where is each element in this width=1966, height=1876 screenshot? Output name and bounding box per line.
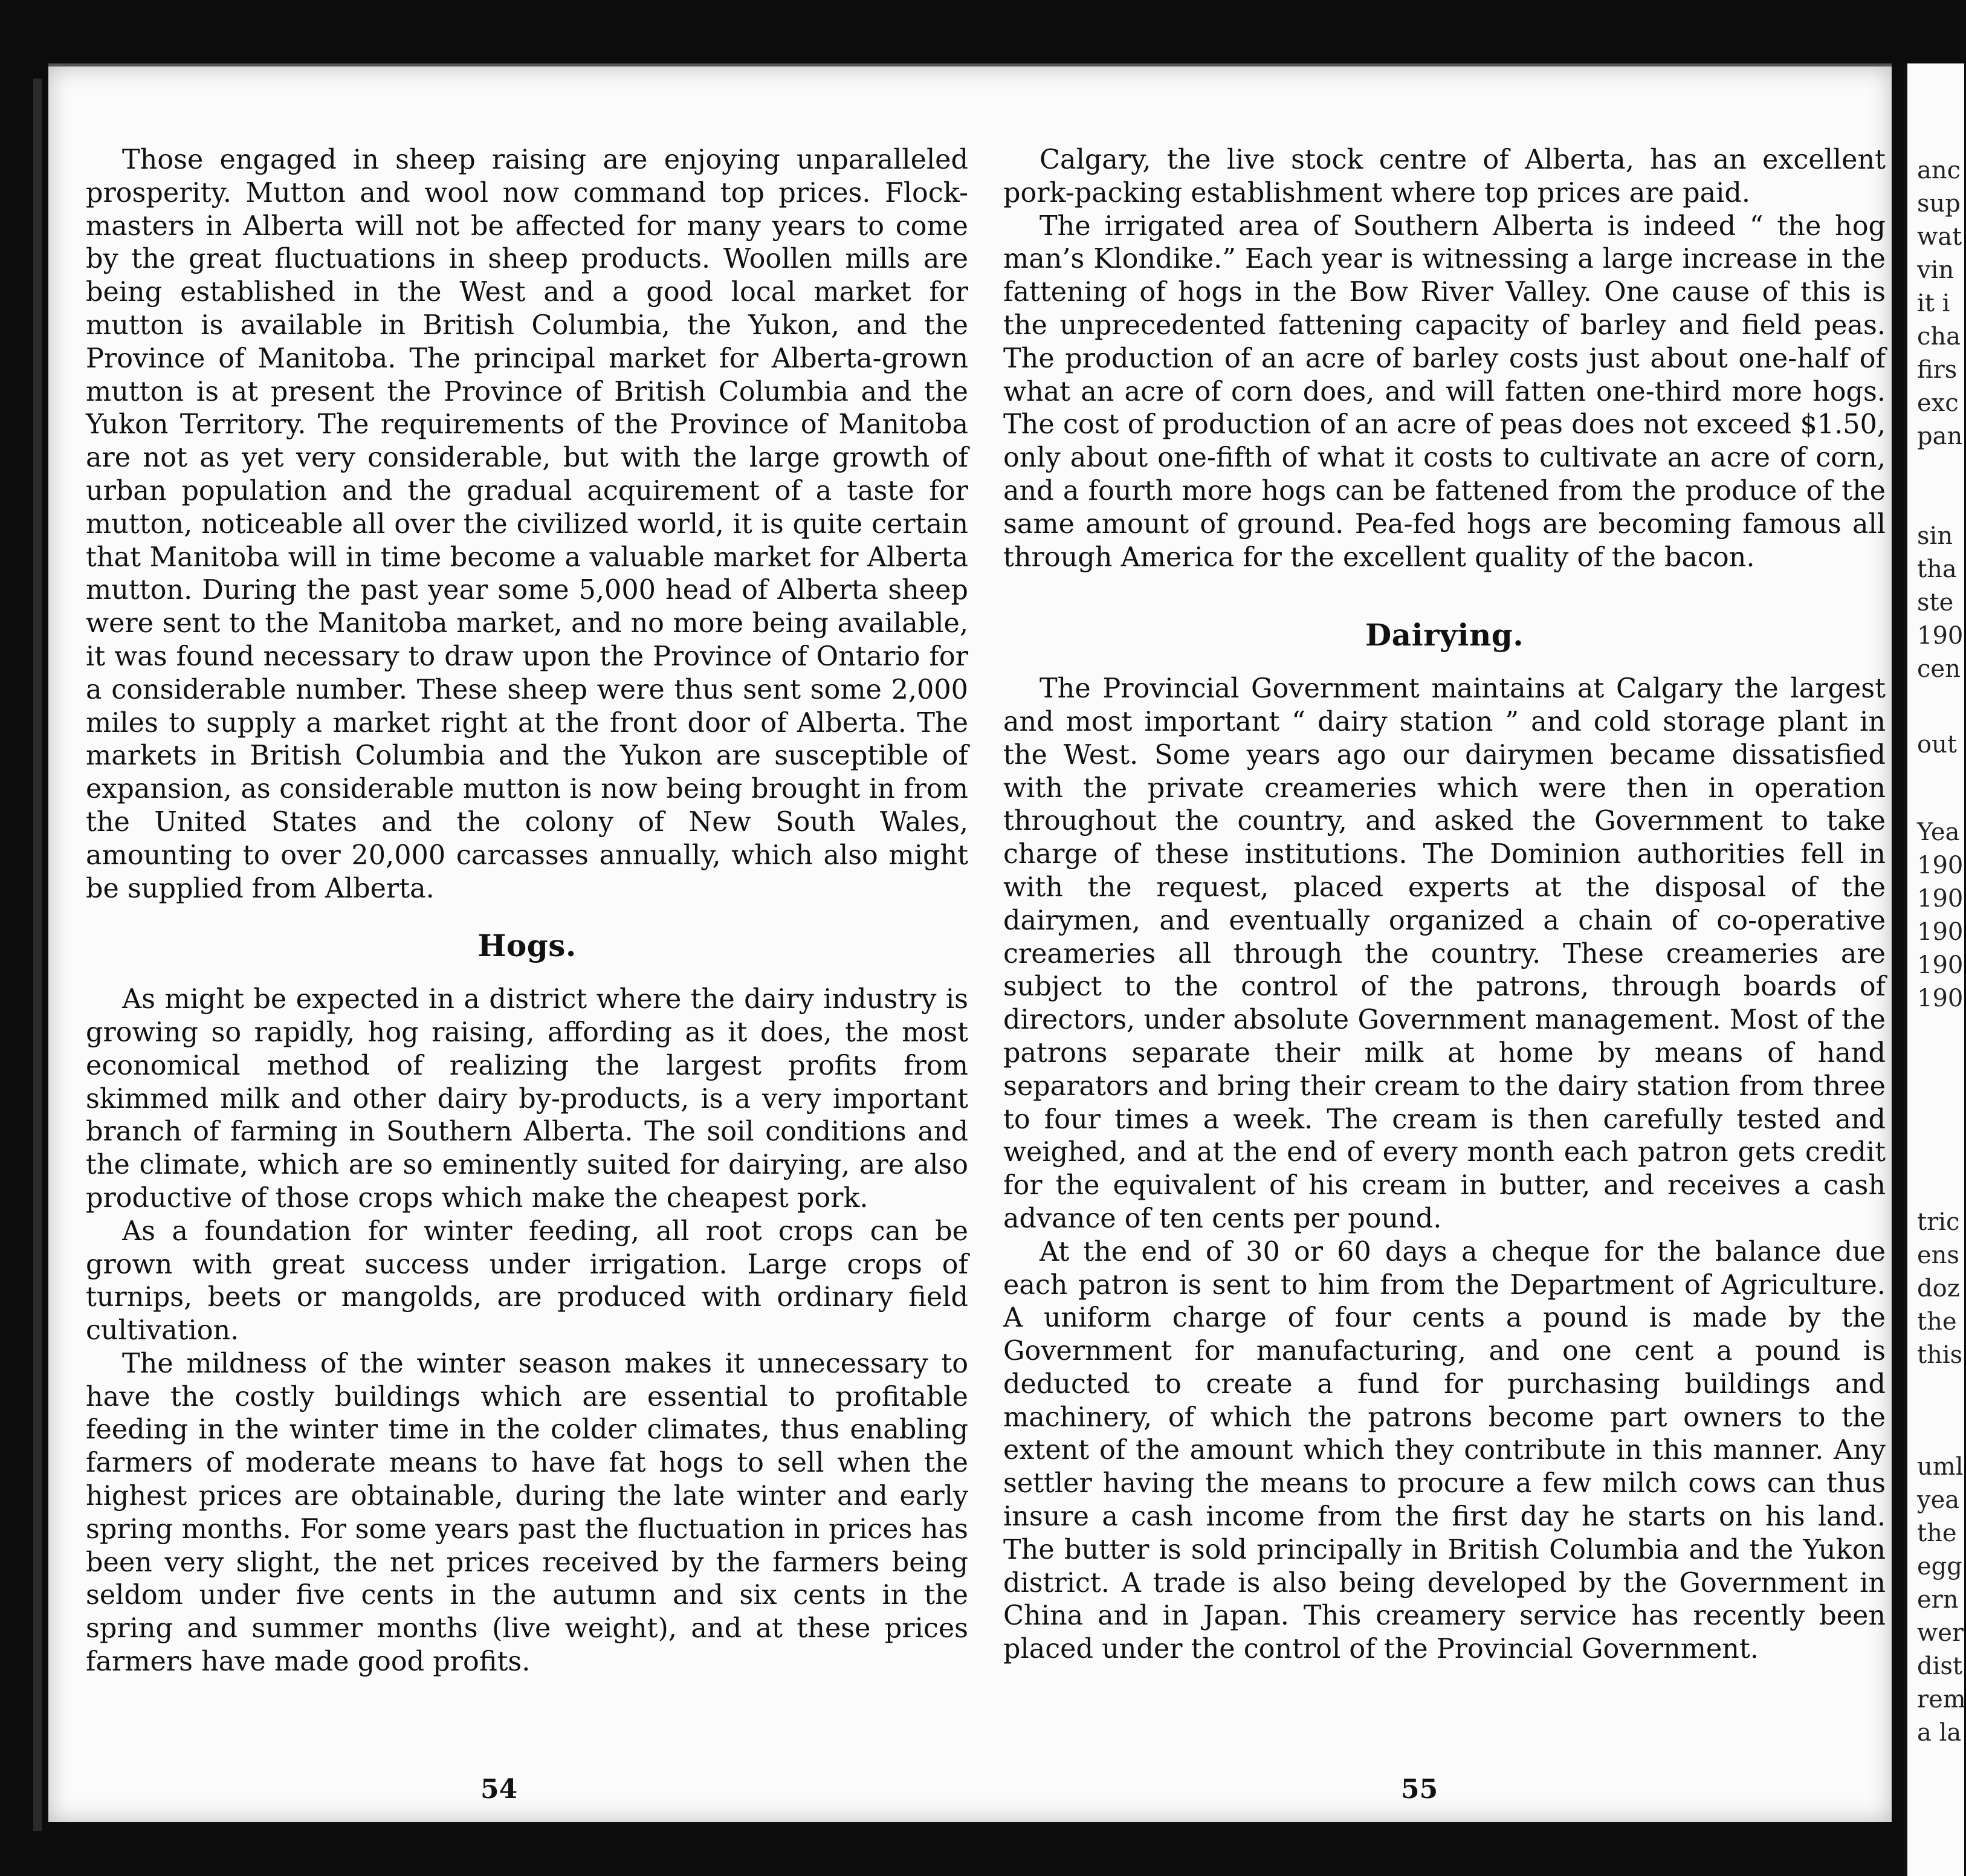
hogs-paragraph-3: The mildness of the winter season makes it unnecessary to have the costly buildings which are essential to profitable feeding in the winter time in the colder climates, thus enabling farmers of moderate means to have fat hogs to sell when the highest prices are obtainable, during the late winter and early spring months. For some years past the fluctuation in prices has been very slight, the net prices received by the farmers being seldom under five cents in the autumn and six cents in the spring and summer months (live weight), and at these prices farmers have made good profits. bbox=[86, 1348, 968, 1678]
next-page-fragment: uml bbox=[1917, 1453, 1964, 1481]
hogs-paragraph-2: As a foundation for winter feeding, all root crops can be grown with great success under irrigation. Large crops of turnips, beets or mangolds, are produced with ordinary field cultivation. bbox=[86, 1215, 968, 1347]
next-page-edge bbox=[1904, 63, 1964, 1876]
next-page-fragment: the bbox=[1917, 1308, 1957, 1336]
next-page-fragment: cha bbox=[1917, 323, 1961, 351]
next-page-fragment: ste bbox=[1917, 589, 1954, 616]
next-page-fragment: 190 bbox=[1917, 985, 1964, 1012]
next-page-fragment: tric bbox=[1917, 1208, 1960, 1236]
next-page-fragment: doz bbox=[1917, 1275, 1960, 1302]
next-page-fragment: the bbox=[1917, 1519, 1957, 1547]
next-page-fragment: Yea bbox=[1917, 818, 1960, 846]
next-page-fragment: it i bbox=[1917, 289, 1950, 317]
hogs-paragraph-1: As might be expected in a district where the dairy industry is growing so rapidly, hog raising, affording as it does, the most economical method of realizing the largest profits from skimmed milk and other dairy by-products, is a very important branch of farming in Southern Alberta. The soil conditions and the climate, which are so eminently suited for dairying, are also productive of those crops which make the cheapest pork. bbox=[86, 984, 968, 1214]
open-book-spread bbox=[48, 63, 1892, 1822]
next-page-fragment: yea bbox=[1917, 1486, 1960, 1514]
dairying-paragraph-2: At the end of 30 or 60 days a cheque for the balance due each patron is sent to him from the Department of Agriculture. A uniform charge of four cents a pound is made by the Government for manufacturing, and one cent a pound is deducted to create a fund for purchasing buildings and machinery, of which the patrons become part owners to the extent of the amount which they contribute in this manner. Any settler having the means to procure a few milch cows can thus insure a cash income from the first day he starts on his land. The butter is sold principally in British Columbia and the Yukon district. A trade is also being developed by the Government in China and in Japan. This creamery service has recently been placed under the control of the Provincial Government. bbox=[1003, 1236, 1886, 1665]
irrigated-area-paragraph: The irrigated area of Southern Alberta is indeed “ the hog man’s Klondike.” Each year is witnessing a large increase in the fattening of hogs in the Bow River Valley. One cause of this is the unprecedented fattening capacity of barley and field peas. The production of an acre of barley costs just about one-half of what an acre of corn does, and will fatten one-third more hogs. The cost of production of an acre of peas does not exceed $1.50, only about one-fifth of what it costs to cultivate an acre of corn, and a fourth more hogs can be fattened from the produce of the same amount of ground. Pea-fed hogs are becoming famous all through America for the excellent quality of the bacon. bbox=[1003, 210, 1886, 573]
next-page-fragment: a la bbox=[1917, 1719, 1962, 1747]
next-page-fragment: 190 bbox=[1917, 622, 1964, 650]
next-page-fragment: sin bbox=[1917, 522, 1953, 550]
next-page-fragment: 190 bbox=[1917, 885, 1964, 913]
dairying-paragraph-1: The Provincial Government maintains at Calgary the largest and most important “ dairy station ” and cold storage plant in the West. Some years ago our dairymen became dissatisfied with the private creameries which were then in operation throughout the country, and asked the Government to take charge of these institutions. The Dominion authorities fell in with the request, placed experts at the disposal of the dairymen, and eventually organized a chain of co-operative creameries all through the country. These creameries are subject to the control of the patrons, through boards of directors, under absolute Government management. Most of the patrons separate their milk at home by means of hand separators and bring their cream to the dairy station from three to four times a week. The cream is then carefully tested and weighed, and at the end of every month each patron gets credit for the equivalent of his cream in butter, and receives a cash advance of ten cents per pound. bbox=[1003, 673, 1886, 1234]
next-page-fragment: exc bbox=[1917, 389, 1959, 417]
next-page-fragment: rem bbox=[1917, 1686, 1966, 1713]
next-page-fragment: cen bbox=[1917, 655, 1961, 683]
next-page-fragment: firs bbox=[1917, 356, 1958, 384]
sheep-paragraph: Those engaged in sheep raising are enjoying unparalleled prosperity. Mutton and wool now command top prices. Flock-masters in Alberta will not be affected for many years to come by the great fluctuations in sheep products. Woollen mills are being established in the West and a good local market for mutton is available in British Columbia, the Yukon, and the Province of Manitoba. The principal market for Alberta-grown mutton is at present the Province of British Columbia and the Yukon Territory. The requirements of the Province of Manitoba are not as yet very considerable, but with the large growth of urban population and the gradual acquirement of a taste for mutton, noticeable all over the civilized world, it is quite certain that Manitoba will in time become a valuable market for Alberta mutton. During the past year some 5,000 head of Alberta sheep were sent to the Manitoba market, and no more being available, it was found necessary to draw upon the Province of Ontario for a considerable number. These sheep were thus sent some 2,000 miles to supply a market right at the front door of Alberta. The markets in British Columbia and the Yukon are susceptible of expansion, as considerable mutton is now being brought in from the United States and the colony of New South Wales, amounting to over 20,000 carcasses annually, which also might be supplied from Alberta. bbox=[86, 144, 968, 904]
next-page-fragment: 190 bbox=[1917, 951, 1964, 979]
next-page-fragment: 190 bbox=[1917, 918, 1964, 946]
page-number-55: 55 bbox=[1401, 1774, 1438, 1805]
page-number-54: 54 bbox=[480, 1774, 518, 1805]
calgary-paragraph: Calgary, the live stock centre of Alberta, has an excellent pork-packing establishment where top prices are paid. bbox=[1003, 144, 1886, 209]
next-page-fragment: dist bbox=[1917, 1652, 1962, 1680]
next-page-fragment: pan bbox=[1917, 422, 1963, 450]
next-page-fragment: vin bbox=[1917, 256, 1955, 284]
next-page-fragment: tha bbox=[1917, 555, 1957, 583]
next-page-fragment: wat bbox=[1917, 223, 1962, 251]
next-page-fragment: out bbox=[1917, 731, 1957, 758]
next-page-fragment: egg bbox=[1917, 1553, 1962, 1580]
next-page-fragment: ern bbox=[1917, 1586, 1959, 1614]
next-page-fragment: wer bbox=[1917, 1619, 1964, 1647]
page-55-column bbox=[1003, 144, 1886, 1666]
next-page-fragment: this bbox=[1917, 1341, 1963, 1369]
next-page-fragment: sup bbox=[1917, 190, 1961, 218]
page-54-column bbox=[86, 144, 968, 1679]
book-binding-edge bbox=[33, 79, 42, 1831]
next-page-fragment: anc bbox=[1917, 157, 1961, 184]
dairying-heading: Dairying. bbox=[1365, 617, 1524, 653]
hogs-heading: Hogs. bbox=[477, 928, 577, 964]
next-page-fragment: ens bbox=[1917, 1241, 1959, 1269]
next-page-fragment: 190 bbox=[1917, 852, 1964, 879]
